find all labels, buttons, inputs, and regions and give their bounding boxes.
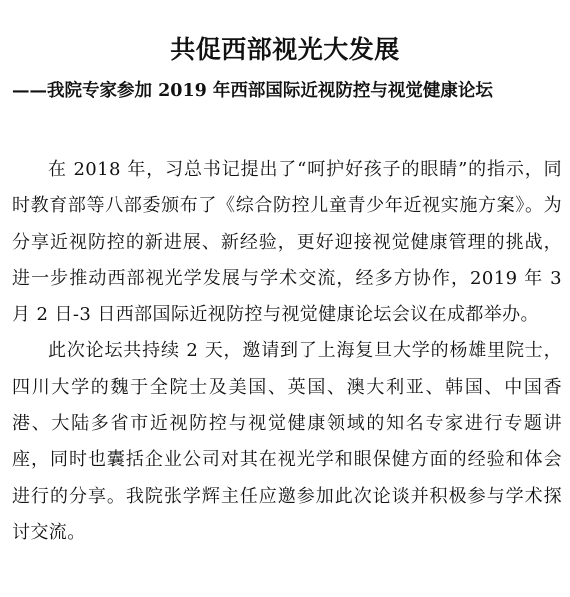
article-body: [12, 152, 562, 551]
article-title: 共促西部视光大发展: [170, 35, 400, 64]
paragraph-2: 此次论坛共持续 2 天，邀请到了上海复旦大学的杨雄里院士，四川大学的魏于全院士及美国、英国、澳大利亚、韩国、中国香港、大陆多省市近视防控与视觉健康领域的知名专家进行专题讲座，同时也囊括企业公司对其在视光学和眼保健方面的经验和体会进行的分享。我院张学辉主任应邀参加此次论谈并积极参与学术探讨交流。: [12, 340, 562, 543]
article-subtitle: ——我院专家参加 2019 年西部国际近视防控与视觉健康论坛: [12, 81, 493, 101]
paragraph-1: 在 2018 年，习总书记提出了“呵护好孩子的眼睛”的指示，同时教育部等八部委颁布了《综合防控儿童青少年近视实施方案》。为分享近视防控的新进展、新经验，更好迎接视觉健康管理的挑战，进一步推动西部视光学发展与学术交流，经多方协作，2019 年 3 月 2 日-3 日西部国际近视防控与视觉健康论坛会议在成都举办。: [12, 159, 562, 326]
